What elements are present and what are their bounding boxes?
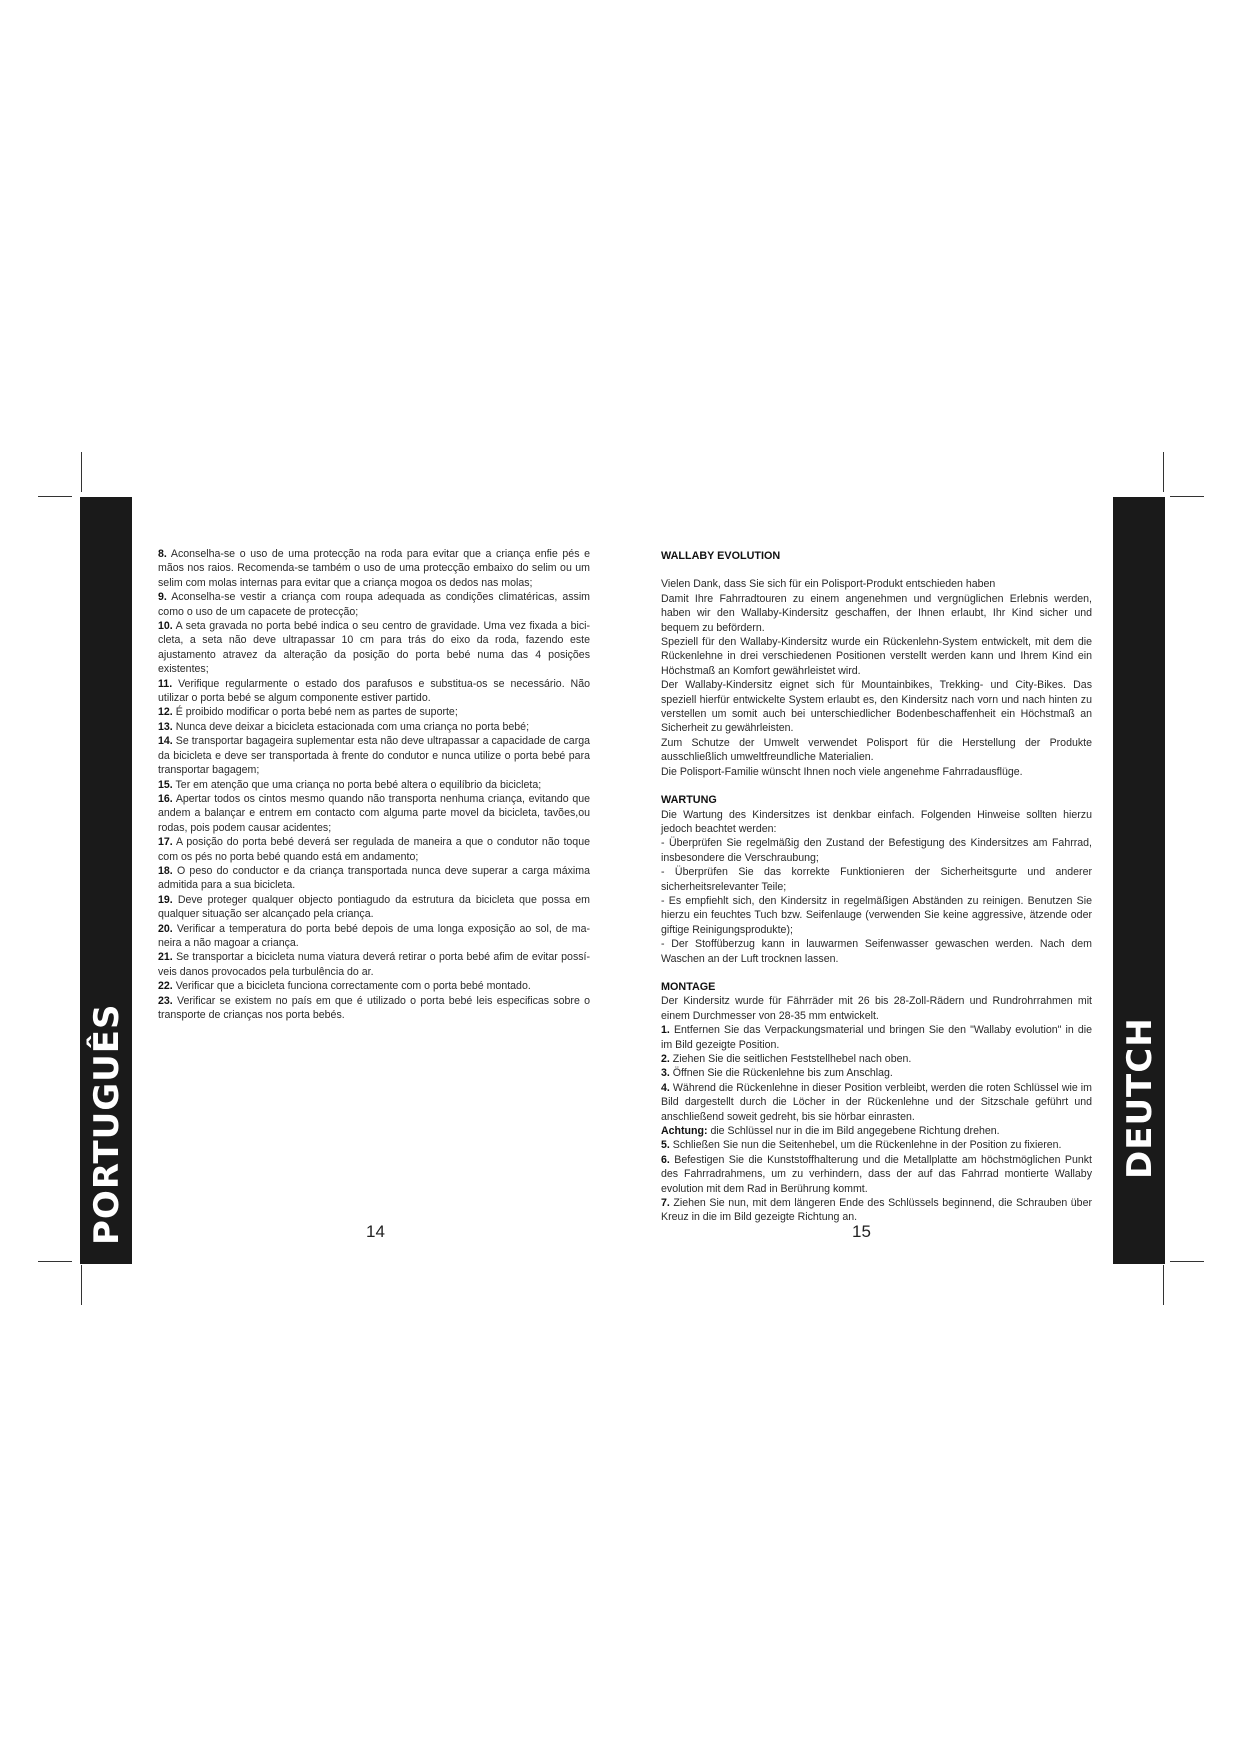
- section-title: WALLABY EVOLUTION: [661, 550, 781, 562]
- crop-mark: [1170, 1261, 1204, 1262]
- german-instructions: [661, 549, 1092, 1225]
- list-item: 5. Schließen Sie nun die Seitenhebel, um die Rückenlehne in der Position zu fixieren.: [661, 1139, 1062, 1152]
- right-side-bar: [1113, 497, 1165, 1709]
- left-side-bar: [80, 497, 132, 1709]
- list-item: 11. Verifique regularmente o estado dos parafusos e substitua-os se necessário. Não utilizar o porta bebé se algum componente estiver partido.: [158, 677, 590, 705]
- crop-mark: [38, 496, 72, 497]
- list-item: 9. Aconselha-se vestir a criança com roupa adequada as condições climatéricas, assim como o uso de um capacete de protecção;: [158, 591, 590, 618]
- list-item: 6. Befestigen Sie die Kunststoffhalterung und die Metallplatte am höchstmöglichen Punkt des Fahrradrahmens, um zu verhindern, dass der auf das Fahrrad montierte Wallaby evolution mit dem Rad in Berührung kommt.: [661, 1153, 1092, 1195]
- paragraph: Der Kindersitz wurde für Fährräder mit 26 bis 28-Zoll-Rädern und Rundrohrrahmen mit einem Durchmesser von 28-35 mm entwickelt.: [661, 995, 1092, 1022]
- list-item: 13. Nunca deve deixar a bicicleta estacionada com uma criança no porta bebé;: [158, 720, 530, 733]
- list-item: 18. O peso do conductor e da criança transportada nunca deve superar a carga máxima admitida para a sua bicicleta.: [158, 864, 590, 892]
- list-item: 23. Verificar se existem no país em que é utilizado o porta bebé leis especificas sobre o transporte de crianças nos porta bebés.: [158, 994, 590, 1021]
- page-number: 15: [852, 1222, 871, 1241]
- list-item: 2. Ziehen Sie die seitlichen Feststellhebel nach oben.: [661, 1053, 912, 1065]
- paragraph: Die Polisport-Familie wünscht Ihnen noch viele angenehme Fahrradausflüge.: [661, 765, 1023, 778]
- list-item: - Der Stoffüberzug kann in lauwarmen Seifenwasser gewaschen werden. Nach dem Waschen an der Luft trocknen lassen.: [661, 938, 1092, 965]
- list-item: 12. É proibido modificar o porta bebé nem as partes de suporte;: [158, 706, 458, 719]
- list-item: - Überprüfen Sie regelmäßig den Zustand der Befestigung des Kindersitzes am Fahrrad, insbesondere die Verschraubung;: [661, 837, 1092, 864]
- list-item: 8. Aconselha-se o uso de uma protecção na roda para evitar que a criança enfie pés e mãos nos raios. Recomenda-se também o uso de uma protecção embaixo do selim ou um selim com molas internas para evitar que a criança mogoa os dedos nas molas;: [158, 548, 591, 589]
- section-title: WARTUNG: [661, 794, 717, 807]
- list-item: 10. A seta gravada no porta bebé indica o seu centro de gravidade. Uma vez fixada a bici-cleta, a seta não deve ultrapassar 10 cm para trás do eixo da roda, fazendo este ajustamento atravez da alteração da posição do porta bebé numa das 4 posições existentes;: [158, 620, 590, 676]
- crop-mark: [38, 1261, 72, 1262]
- crop-mark: [1163, 452, 1164, 492]
- list-item: - Überprüfen Sie das korrekte Funktionieren der Sicherheitsgurte und anderer sicherheitsrelevanter Teile;: [661, 866, 1092, 893]
- paragraph: Damit Ihre Fahrradtouren zu einem angenehmen und vergnüglichen Erlebnis werden, haben wir den Wallaby-Kindersitz geschaffen, der Ihnen erlaubt, Ihr Kind sicher und bequem zu befördern.: [661, 592, 1092, 634]
- paragraph: Vielen Dank, dass Sie sich für ein Polisport-Produkt entschieden haben: [661, 578, 996, 591]
- list-item: 4. Während die Rückenlehne in dieser Position verbleibt, werden die roten Schlüssel wie im Bild dargestellt durch die Löcher in der Rückenlehne und der Sitzschale geführt und anschließend soweit gedreht, bis sie hörbar einrasten.: [661, 1081, 1092, 1123]
- list-item: 16. Apertar todos os cintos mesmo quando não transporta nenhuma criança, evitando que andem a balançar e entrem em contacto com alguma parte movel da bicicleta, tavões,ou rodas, pois podem causar acidentes;: [158, 792, 591, 834]
- list-item: 14. Se transportar bagageira suplementar esta não deve ultrapassar a capacidade de carga da bicicleta e deve ser transportada à frente do condutor e nunca utilize o porta bebé para transportar bagagem;: [158, 735, 591, 777]
- page-number: 14: [366, 1222, 385, 1241]
- list-item: 7. Ziehen Sie nun, mit dem längeren Ende des Schlüssels beginnend, die Schrauben über Kreuz in die im Bild gezeigte Richtung an.: [661, 1197, 1092, 1224]
- list-item: 20. Verificar a temperatura do porta bebé depois de uma longa exposição ao sol, de ma-neira a não magoar a criança.: [158, 922, 590, 949]
- list-item: 15. Ter em atenção que uma criança no porta bebé altera o equilíbrio da bicicleta;: [158, 778, 542, 791]
- paragraph: Der Wallaby-Kindersitz eignet sich für Mountainbikes, Trekking- und City-Bikes. Das speziell hierfür entwickelte System erlaubt es, den Kindersitz nach vorn und nach hinten zu verstellen um somit auch bei unterschiedlicher Bodenbeschaffenheit ein Höchstmaß an Sicherheit zu gewährleisten.: [661, 679, 1092, 735]
- list-item: 17. A posição do porta bebé deverá ser regulada de maneira a que o condutor não toque com os pés no porta bebé quando está em andamento;: [158, 836, 590, 863]
- paragraph: Zum Schutze der Umwelt verwendet Polisport für die Herstellung der Produkte ausschließlich umweltfreundliche Materialien.: [661, 736, 1092, 764]
- list-item: 21. Se transportar a bicicleta numa viatura deverá retirar o porta bebé afim de evitar possí-veis danos provocados pela turbulência do ar.: [158, 951, 591, 978]
- list-item: 19. Deve proteger qualquer objecto pontiagudo da estrutura da bicicleta que possa em qualquer situação ser alcançado pela criança.: [158, 893, 590, 921]
- language-label: PORTUGUÊS: [87, 1003, 127, 1245]
- crop-mark: [1163, 1265, 1164, 1305]
- crop-mark: [81, 452, 82, 492]
- section-title: MONTAGE: [661, 980, 716, 993]
- list-item: - Es empfiehlt sich, den Kindersitz in regelmäßigen Abständen zu reinigen. Benutzen Sie hierzu ein feuchtes Tuch bzw. Seifenlauge (verwenden Sie keine aggressive, ätzende oder giftige Reinigungsprodukte);: [661, 894, 1092, 936]
- list-item: 22. Verificar que a bicicleta funciona correctamente com o porta bebé montado.: [158, 980, 531, 993]
- paragraph: Die Wartung des Kindersitzes ist denkbar einfach. Folgenden Hinweise sollten hierzu jedoch beachtet werden:: [661, 808, 1092, 835]
- list-item: 3. Öffnen Sie die Rückenlehne bis zum Anschlag.: [661, 1067, 893, 1080]
- list-item: 1. Entfernen Sie das Verpackungsmaterial und bringen Sie den "Wallaby evolution" in die im Bild gezeigte Position.: [661, 1024, 1092, 1051]
- language-label: DEUTCH: [1120, 1017, 1160, 1179]
- list-item: Achtung: die Schlüssel nur in die im Bild angegebene Richtung drehen.: [661, 1125, 1000, 1138]
- paragraph: Speziell für den Wallaby-Kindersitz wurde ein Rückenlehn-System entwickelt, mit dem die Rückenlehne in drei verschiedenen Positionen verstellt werden kann und Ihrem Kind ein Höchstmaß an Komfort gewährleistet wird.: [661, 636, 1092, 677]
- crop-mark: [1170, 496, 1204, 497]
- website-label: www.polisport.com: [1127, 1550, 1148, 1709]
- portuguese-instructions: [158, 547, 590, 1022]
- website-label: www.polisport.com: [94, 1550, 115, 1709]
- crop-mark: [81, 1265, 82, 1305]
